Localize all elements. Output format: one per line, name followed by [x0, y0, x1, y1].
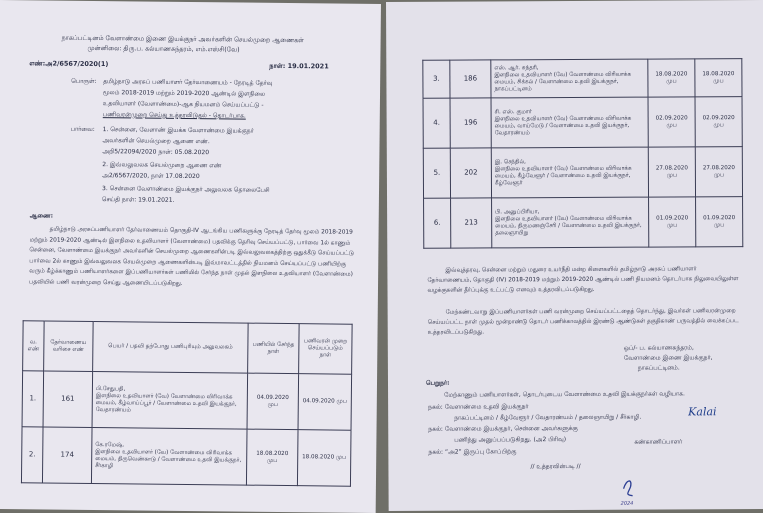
- row-join-date: 18.08.2020 முப: [648, 59, 695, 97]
- subject-line: மூலம் 2018-2019 மற்றும் 2019-2020 ஆண்டில் இளநிலை: [102, 89, 266, 98]
- reference-item: 2. இவ்வலுவலக செயல்முறை ஆணை எண்: [102, 161, 222, 170]
- row-name: கே.ரமேஷ்,: [95, 441, 125, 448]
- reference-item: அறி5/22094/2020 நாள்: 05.08.2020: [102, 148, 210, 157]
- true-copy-line: // உத்தரவின்படி //: [530, 462, 581, 471]
- reference-item: அ2/6567/2020, நாள் 17.08.2020: [102, 172, 200, 181]
- row-regularise-date: 04.09.2020 முப: [298, 374, 352, 431]
- row-rank: 213: [451, 198, 492, 248]
- row-regularise-date: 18.08.2020 முப: [695, 59, 742, 97]
- probation-paragraph: மேற்கண்டவாறு இப்பணியாளர்கள் பணி வரன்முறை செய்யப்பட்டதைத் தொடர்ந்து, இவர்கள் பணிவரன்முறை செய்யப்பட்ட நாள் முதல் மூன்றாண்டு தொடர் பணிக்காலத்தில் இரண்டு ஆண்டுகள் தகுதிகாண் பருவத்தில் வைக்கப்பட உத்தரவிடப்படுகிறது.: [427, 308, 739, 336]
- copy-line: பணிந்து அனுப்பப்படுகிறது. (அ2 பிரிவு): [454, 436, 567, 444]
- row-name: பி.சேதுபதி,: [95, 385, 126, 392]
- reference-item: 1. சென்னை, வேளாண் இயக்க வேளாண்மை இயக்குநர்: [102, 126, 254, 135]
- subject-line: தமிழ்நாடு அரசுப் பணியாளர் தேர்வாணையம் - நேரடித் தேர்வு: [103, 78, 273, 87]
- row-post: இளநிலை உதவியாளர் (வே) வேளாண்மை விரிவாக்க மையம், வாய்மேடு / வேளாண்மை உதவி இயக்குநர், வேதாரண்யம்: [494, 115, 632, 136]
- row-employee: [491, 97, 648, 148]
- copy-line: நகல்: வேளாண்மை உதவி இயக்குநர்: [428, 403, 529, 411]
- copy-line: நகல்: “அ2” இருப்பு கோப்பிற்கு: [428, 448, 517, 456]
- signatory-title: கண்காணிப்பாளர்: [634, 438, 683, 446]
- subject-line: பணிவரன்முறை செய்து உத்தரவிடுதல் - தொடர்பாக.: [102, 111, 246, 120]
- row-post: இளநிலை உதவியாளர் (வே) வேளாண்மை விரிவாக்க மையம், திருவெண்காடு / வேளாண்மை உதவி இயக்குநர், சீர்காழி: [95, 448, 242, 469]
- row-sno: 2.: [21, 427, 43, 483]
- row-regularise-date: 27.08.2020 முப: [695, 147, 742, 197]
- handwritten-signature: Kalai: [688, 405, 717, 419]
- table-row: [22, 371, 352, 430]
- col-header-name: பெயர் / பதவி தற்போது பணிபுரியும் அலுவலகம்: [93, 321, 249, 373]
- row-join-date: 02.09.2020 முப: [648, 97, 695, 147]
- order-paragraph: தமிழ்நாடு அரசுப்பணியாளர் தேர்வாணையம் தொகுதி-IV ஆடங்கிய பணிகளுக்கு நேரடித் தேர்வு மூலம் 2018-2019 மற்றும் 2019-2020 ஆண்டில் இளநிலை உதவியாளர் (வேளாண்மை) பதவிக்கு தெரிவு செய்யப்பட்டு, பார்வை 1ல் காணும் சென்னை, வேளாண்மை இயக்குநர் அவர்களின் செயல்முறை ஆணைகளின்படி இவ்வலுவலகத்திற்கு ஒதுக்கீடு செய்யப்பட்டு பார்வை 2ல் காணும் இவ்வலுவலக செயல்முறை ஆணைகளின்படி இவ்மாவட்டத்தில் நியமனம் செய்யப்பட்டு பணியிற்கு வரும் கீழ்க்காணும் பணியாளர்களை இப்பணியாளர்கள் பணியில் சேர்ந்த நாள் முதல் இளநிலை உதவியாளர் (வேளாண்மை) பதவியில் பணி வரன்முறை செய்து ஆணையிடப்படுகிறது.: [29, 226, 354, 287]
- row-sno: 6.: [424, 198, 451, 248]
- date-scrawl: 2024: [620, 500, 634, 507]
- row-join-date: 01.09.2020 முப: [649, 197, 696, 247]
- col-header-rank: தேர்வாணைய வரிசை எண்: [44, 321, 94, 372]
- right-page: [386, 0, 763, 511]
- row-post: இளநிலை உதவியாளர் (வே) வேளாண்மை விரிவாக்க மையம், திருமணஞ்சேரி / வேளாண்மை உதவி இயக்குநர், தலைஞாயிறு: [495, 215, 642, 236]
- court-clause-paragraph: இவ்வுத்தரவு, சென்னை மற்றும் மதுரை உயர்நீதி மன்ற கிளைகளில் தமிழ்நாடு அரசுப் பணியாளர் தேர்வாணையம், தொகுதி (IV) 2018-2019 மற்றும் 2019-2020 ஆண்டில் பணி நியமனம் தொடர்பாக நிலுவையிலுள்ள வழக்குகளின் தீர்ப்புக்கு உட்பட்டு எனவும் உத்தரவிடப்படுகிறது.: [427, 266, 739, 294]
- row-employee: [491, 147, 648, 198]
- row-sno: 4.: [423, 98, 450, 148]
- row-rank: 174: [42, 427, 92, 484]
- row-name: சி. எஸ். குமார்: [494, 108, 532, 115]
- row-regularise-date: 02.09.2020 முப: [695, 97, 742, 147]
- row-sno: 1.: [22, 371, 44, 427]
- row-regularise-date: 18.08.2020 முப: [297, 430, 351, 487]
- reference-label: பார்வை:: [70, 125, 95, 134]
- row-rank: 186: [450, 60, 491, 98]
- subject-label: பொருள்:: [71, 77, 97, 86]
- row-join-date: 04.09.2020 முப: [247, 373, 299, 430]
- signoff-line: வேளாண்மை இணை இயக்குநர்,: [623, 354, 713, 362]
- header-line-2: முன்னிலை: திரு.ப. கல்யாணசுந்தரம், எம்.எஸ்சி(வே): [87, 44, 240, 54]
- order-label: ஆணை:: [29, 212, 54, 220]
- initial-scrawl-icon: [620, 475, 638, 499]
- row-regularise-date: 01.09.2020 முப: [696, 197, 743, 247]
- row-name: எஸ். ஆர். சுந்தரி,: [494, 64, 539, 71]
- row-post: இளநிலை உதவியாளர் (வே) வேளாண்மை விரிவாக்க மையம், கீழ்வேளூர் / வேளாண்மை உதவி இயக்குநர், கீழ்வேளூர்: [494, 165, 632, 186]
- row-post: இளநிலை உதவியாளர் (வே) வேளாண்மை விரிவாக்க மையம், கீழ்வாய்ப்பூர் / வேளாண்மை உதவி இயக்குநர், வேதாரண்யம்: [95, 392, 237, 413]
- table-row: [424, 197, 743, 249]
- row-rank: 161: [43, 371, 93, 428]
- row-sno: 5.: [423, 148, 450, 198]
- table-row: [21, 427, 351, 486]
- row-name: பி. அனுப்பிரியா,: [495, 208, 540, 215]
- col-header-sno: வ. எண்: [23, 321, 45, 371]
- subject-line: உதவியாளர் (வேளாண்மை)-ஆக நியமனம் செய்யப்பட்டு -: [102, 100, 264, 109]
- reference-item: 3. சென்னை வேளாண்மை இயக்குநர் அலுவலக தொலைபேசி: [101, 185, 270, 194]
- initial-stamp: [620, 475, 638, 507]
- left-page: [0, 0, 381, 513]
- table-row: [423, 59, 742, 99]
- header-line-1: நாகப்பட்டினம் வேளாண்மை இணை இயக்குநர் அவர்களின் செயல்முறை ஆணைகள்: [61, 34, 304, 45]
- col-header-join: பணியில் சேர்ந்த நாள்: [248, 323, 300, 374]
- signoff-line: நாகப்பட்டினம்.: [637, 364, 680, 372]
- recipient-line: மேற்காணும் பணியாளர்கள், தொடர்புடைய வேளாண்மை உதவி இயக்குநர்கள் வழியாக.: [444, 390, 685, 399]
- row-employee: [491, 59, 648, 98]
- row-rank: 196: [450, 98, 491, 148]
- row-join-date: 27.08.2020 முப: [648, 147, 695, 197]
- row-employee: [92, 371, 248, 429]
- row-post: இளநிலை உதவியாளர் (வே) வேளாண்மை விரிவாக்க மையம், சிக்கல் / வேளாண்மை உதவி இயக்குநர், நாகப்பட்டினம்: [494, 71, 632, 92]
- order-date: நாள்: 19.01.2021: [269, 61, 329, 71]
- table-row: [423, 97, 742, 149]
- row-join-date: 18.08.2020 முப: [246, 429, 298, 486]
- appointment-table-continued: [422, 58, 743, 249]
- row-name: இ. செந்தில்,: [494, 158, 526, 165]
- appointment-table: [21, 320, 353, 486]
- table-row: [423, 147, 742, 199]
- row-sno: 3.: [423, 60, 450, 98]
- row-rank: 202: [450, 148, 491, 198]
- row-employee: [91, 427, 247, 485]
- recipient-label: பெறுநர்:: [425, 379, 450, 387]
- copy-line: நகல்: வேளாண்மை இயக்குநர், சென்னை அவர்களுக்கு: [428, 424, 578, 433]
- reference-item: செய்தி நாள்: 19.01.2021.: [101, 196, 175, 204]
- signoff-line: ஒப்/- ப. கல்யாணசுந்தரம்,: [623, 344, 694, 352]
- reference-number: எண்:அ2/6567/2020(1): [29, 59, 109, 69]
- col-header-regularise: பணிவரன் முறை செய்யப்படும் நாள்: [299, 324, 353, 375]
- reference-item: அவர்களின் செயல்முறை ஆணை எண்.: [102, 137, 210, 146]
- copy-line: நாகப்பட்டினம் / கீழ்வேளூர் / வேதாரண்யம் / தலைஞாயிறு / சீர்காழி.: [454, 413, 642, 422]
- row-employee: [492, 197, 649, 248]
